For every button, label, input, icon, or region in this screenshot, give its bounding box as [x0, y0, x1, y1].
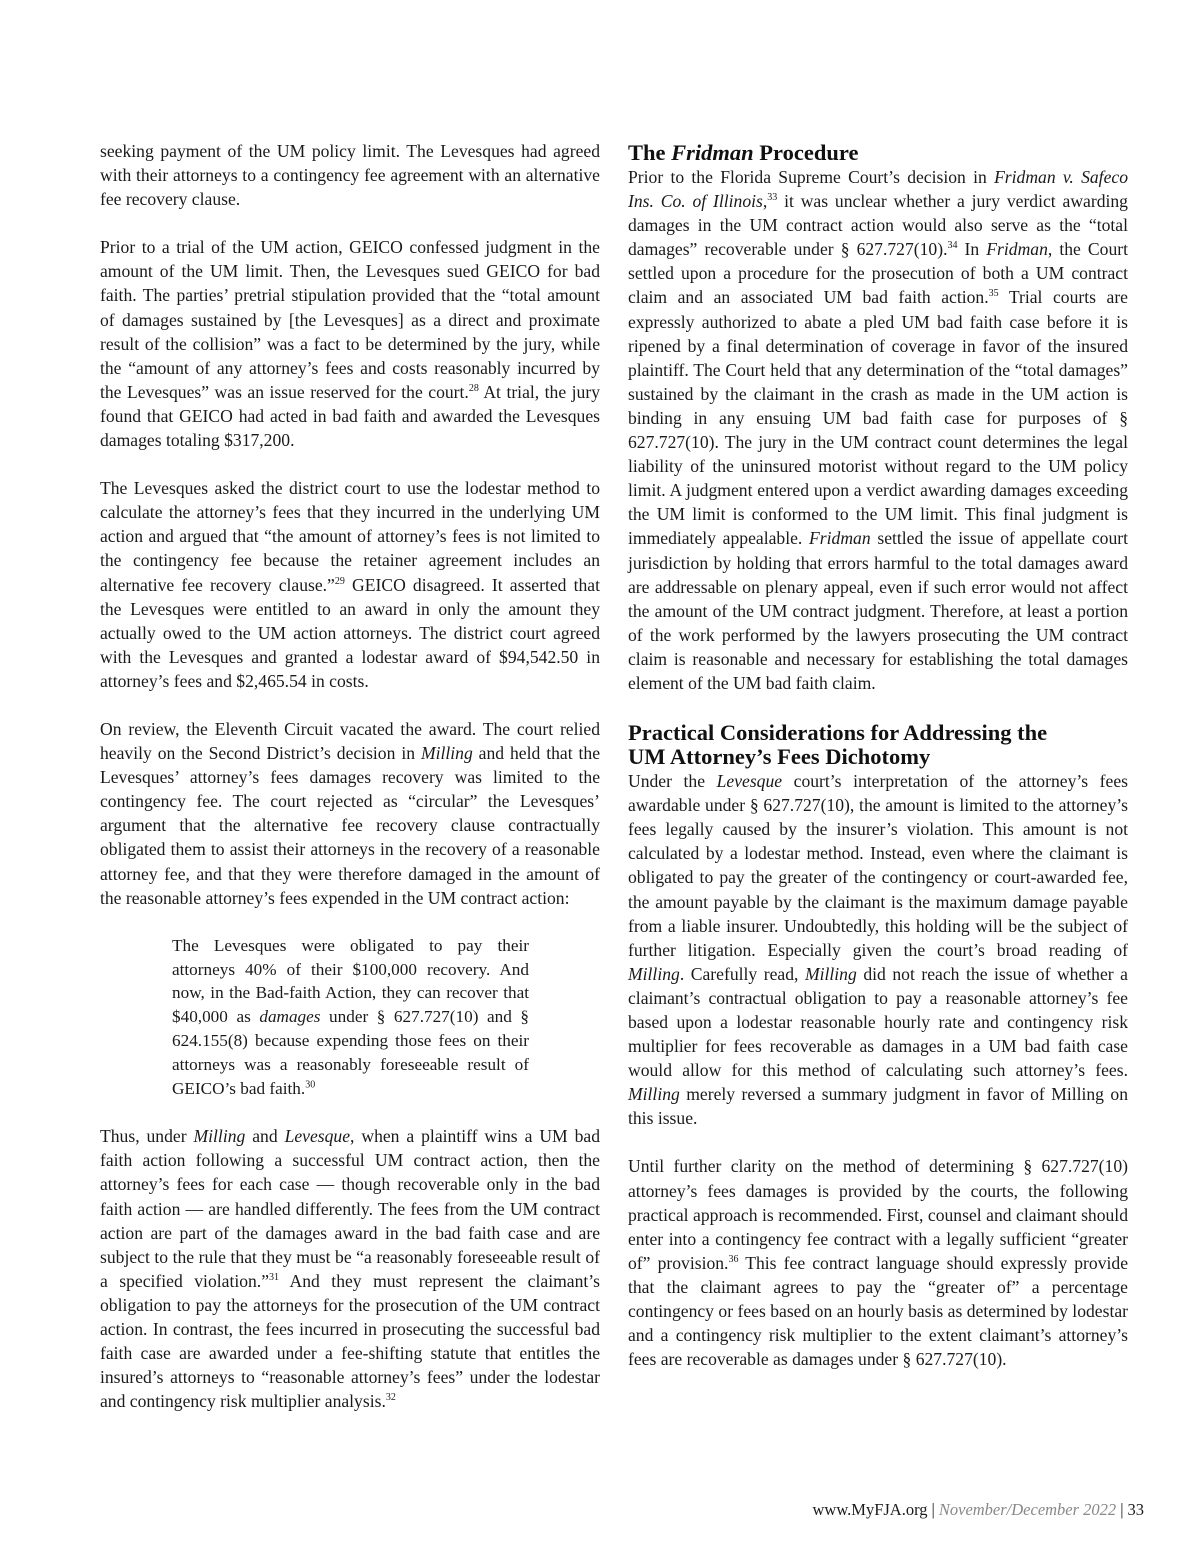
- paragraph: Prior to the Florida Supreme Court’s decision in Fridman v. Safeco Ins. Co. of Illinois,$^{33}$ it was unclear whether a jury verdict awarding damages in the UM contract action would also serve as the “total damages” recoverable under § 627.727(10).$^{34}$ In Fridman, the Court settled upon a procedure for the prosecution of both a UM contract claim and an associated UM bad faith action.$^{35}$ Trial courts are expressly authorized to abate a pled UM bad faith case before it is ripened by a final determination of coverage in favor of the insured plaintiff. The Court held that any determination of the “total damages” sustained by the claimant in the crash as made in the UM action is binding in any ensuing UM bad faith case for purposes of § 627.727(10). The jury in the UM contract count determines the legal liability of the uninsured motorist without regard to the UM policy limit. A judgment entered upon a verdict awarding damages exceeding the UM limit is conformed to the UM limit. This final judgment is immediately appealable. Fridman settled the issue of appellate court jurisdiction by holding that errors harmful to the total damages award are addressable on plenary appeal, even if such error would not affect the amount of the UM contract judgment. Therefore, at least a portion of the work performed by the lawyers prosecuting the UM contract claim is reasonable and necessary for establishing the total damages element of the UM bad faith claim.: [628, 167, 1129, 693]
- case-name: Fridman v. Safeco Ins. Co. of Illinois: [628, 167, 1128, 212]
- case-name: Fridman: [809, 528, 871, 549]
- paragraph: On review, the Eleventh Circuit vacated the award. The court relied heavily on the Second District’s decision in Milling and held that the Levesques’ attorney’s fees damages recovery was limited to the contingency fee. The court rejected as “circular” the Levesques’ argument that the alternative fee recovery clause contractually obligated them to assist their attorneys in the recovery of a reasonable attorney fee, and that they were therefore damaged in the amount of the reasonable attorney’s fees expended in the UM contract action:: [100, 718, 600, 908]
- footnote-ref: 32: [385, 1392, 396, 1404]
- case-name: Milling: [420, 743, 473, 764]
- footer-separator: |: [1120, 1500, 1124, 1519]
- footnote-ref: 36: [728, 1253, 739, 1265]
- footnote-ref: 31: [269, 1272, 280, 1283]
- paragraph: Under the Levesque court’s interpretation of the attorney’s fees awardable under § 627.727(10), the amount is limited to the attorney’s fees legally caused by the insurer’s violation. This amount is not calculated by a lodestar method. Instead, even where the claimant is obligated to pay the greater of the contingency or court-awarded fee, the amount payable by the claimant is the maximum damage payable from a liable insurer. Undoubtedly, this holding will be the subject of further litigation. Especially given the court’s broad reading of Milling. Carefully read, Milling did not reach the issue of whether a claimant’s contractual obligation to pay a reasonable attorney’s fee based upon a lodestar reasonable hourly rate and contingency risk multiplier for fees recoverable as damages in a UM bad faith case would allow for this method of calculating such attorney’s fees. Milling merely reversed a summary judgment in favor of Milling on this issue.: [628, 771, 1128, 1129]
- case-name: Milling: [628, 963, 680, 984]
- footnote-ref: 33: [767, 192, 778, 204]
- case-name: Milling: [804, 963, 857, 984]
- footnote-ref: 29: [334, 575, 345, 587]
- page-number: 33: [1127, 1500, 1144, 1519]
- case-name: Milling: [193, 1126, 246, 1147]
- left-column: [100, 139, 600, 1413]
- footnote-ref: 34: [947, 240, 958, 252]
- case-name: Fridman: [986, 239, 1048, 260]
- footnote-ref: 30: [305, 1078, 316, 1090]
- section-heading-fridman: The Fridman Procedure: [628, 140, 859, 165]
- case-name: Levesque: [284, 1126, 351, 1147]
- paragraph: Until further clarity on the method of determining § 627.727(10) attorney’s fees damages is provided by the courts, the following practical approach is recommended. First, counsel and claimant should enter into a contingency fee contract with a legally sufficient “greater of” provision.$^{36}$ This fee contract language should expressly provide that the claimant agrees to pay the “greater of” a percentage contingency or fees based on an hourly basis as determined by lodestar and a contingency risk multiplier to the extent claimant’s attorney’s fees are recoverable as damages under § 627.727(10).: [628, 1156, 1128, 1370]
- page-footer: [812, 1500, 1144, 1520]
- paragraph: Thus, under Milling and Levesque, when a plaintiff wins a UM bad faith action following a successful UM contract action, then the attorney’s fees for each case — though recoverable only in the bad faith action — are handled differently. The fees from the UM contract action are part of the damages award in the bad faith case and are subject to the rule that they must be “a reasonably foreseeable result of a specified violation.”$^{31}$ And they must represent the claimant’s obligation to pay the attorneys for the prosecution of the UM contract action. In contrast, the fees incurred in prosecuting the successful bad faith case are awarded under a fee-shifting statute that entitles the insured’s attorneys to “reasonable attorney’s fees” under the lodestar and contingency risk multiplier analysis.$^{32}$: [100, 1126, 600, 1412]
- footnote-ref: 28: [468, 382, 479, 394]
- issue-date: November/December 2022: [938, 1500, 1117, 1519]
- case-name: Levesque: [716, 771, 783, 792]
- block-quote: The Levesques were obligated to pay their attorneys 40% of their $100,000 recovery. And now, in the Bad-faith Action, they can recover that $40,000 as damages under § 627.727(10) and § 624.155(8) because expending those fees on their attorneys was a reasonably foreseeable result of GEICO’s bad faith.$^{30}$: [172, 935, 529, 1098]
- website-link[interactable]: www.MyFJA.org: [812, 1500, 928, 1519]
- case-name: Milling: [628, 1084, 680, 1105]
- footer-separator: |: [931, 1500, 935, 1519]
- section-heading-practical: Practical Considerations for Addressing the UM Attorney’s Fees Dichotomy: [628, 720, 1048, 770]
- footnote-ref: 35: [988, 288, 999, 300]
- paragraph: seeking payment of the UM policy limit. The Levesques had agreed with their attorneys to a contingency fee agreement with an alternative fee recovery clause.: [100, 141, 600, 210]
- paragraph: Prior to a trial of the UM action, GEICO confessed judgment in the amount of the UM limit. Then, the Levesques sued GEICO for bad faith. The parties’ pretrial stipulation provided that the “total amount of damages sustained by [the Levesques] as a direct and proximate result of the collision” was a fact to be determined by the jury, while the “amount of any attorney’s fees and costs reasonably incurred by the Levesques” was an issue reserved for the court.$^{28}$ At trial, the jury found that GEICO had acted in bad faith and awarded the Levesques damages totaling $317,200.: [100, 237, 600, 451]
- paragraph: The Levesques asked the district court to use the lodestar method to calculate the attorney’s fees that they incurred in the underlying UM action and argued that “the amount of attorney’s fees is not limited to the contingency fee because the retainer agreement includes an alternative fee recovery clause.”$^{29}$ GEICO disagreed. It asserted that the Levesques were entitled to an award in only the amount they actually owed to the UM action attorneys. The district court agreed with the Levesques and granted a lodestar award of $94,542.50 in attorney’s fees and $2,465.54 in costs.: [100, 478, 600, 691]
- right-column: [628, 139, 1128, 1371]
